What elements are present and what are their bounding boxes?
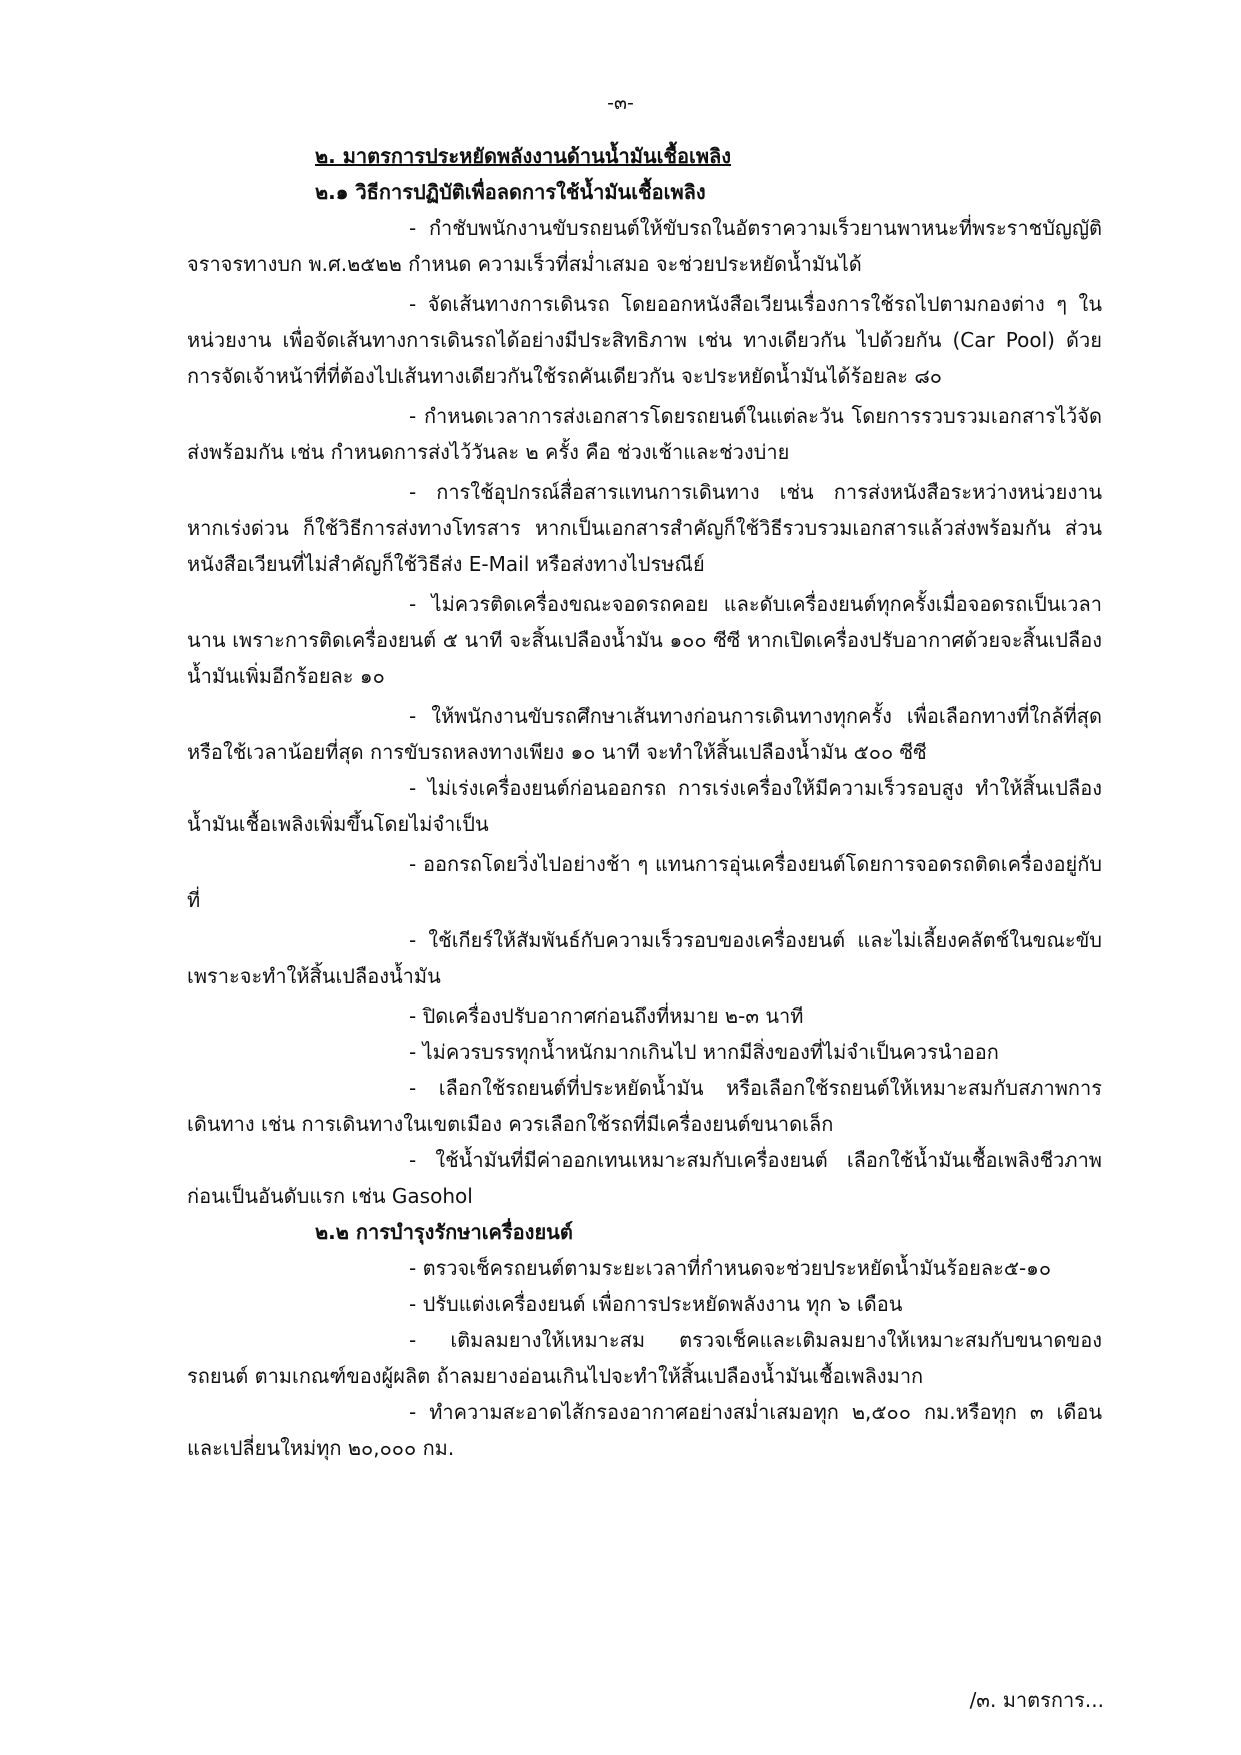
paragraph-item: - กำชับพนักงานขับรถยนต์ให้ขับรถในอัตราความเร็วยานพาหนะที่พระราชบัญญัติจราจรทางบก พ.ศ.๒๕๒๒ กำหนด ความเร็วที่สม่ำเสมอ จะช่วยประหยัดน้ำมันได้ (187, 216, 1102, 276)
paragraph-item: - ปิดเครื่องปรับอากาศก่อนถึงที่หมาย ๒-๓ นาที (409, 1004, 804, 1028)
paragraph-item: - เติมลมยางให้เหมาะสม ตรวจเช็คและเติมลมยางให้เหมาะสมกับขนาดของรถยนต์ ตามเกณฑ์ของผู้ผลิต ถ้าลมยางอ่อนเกินไปจะทำให้สิ้นเปลืองน้ำมันเชื้อเพลิงมาก (187, 1328, 1102, 1388)
paragraph-item: - ทำความสะอาดไส้กรองอากาศอย่างสม่ำเสมอทุก ๒,๕๐๐ กม.หรือทุก ๓ เดือนและเปลี่ยนใหม่ทุก ๒๐,๐๐๐ กม. (187, 1400, 1102, 1460)
paragraph-item: - ใช้น้ำมันที่มีค่าออกเทนเหมาะสมกับเครื่องยนต์ เลือกใช้น้ำมันเชื้อเพลิงชีวภาพก่อนเป็นอันดับแรก เช่น Gasohol (187, 1148, 1102, 1208)
subsection-title-2-1: ๒.๑ วิธีการปฏิบัติเพื่อลดการใช้น้ำมันเชื้อเพลิง (315, 180, 706, 204)
subsection-title-2-2: ๒.๒ การบำรุงรักษาเครื่องยนต์ (315, 1220, 573, 1244)
section-title: ๒. มาตรการประหยัดพลังงานด้านน้ำมันเชื้อเพลิง (315, 144, 732, 168)
paragraph-item: - ตรวจเช็ครถยนต์ตามระยะเวลาที่กำหนดจะช่วยประหยัดน้ำมันร้อยละ๕-๑๐ (409, 1256, 1052, 1280)
paragraph-item: - กำหนดเวลาการส่งเอกสารโดยรถยนต์ในแต่ละวัน โดยการรวบรวมเอกสารไว้จัดส่งพร้อมกัน เช่น กำหนดการส่งไว้วันละ ๒ ครั้ง คือ ช่วงเช้าและช่วงบ่าย (187, 404, 1102, 464)
page-number: -๓- (607, 92, 634, 114)
paragraph-item: - ใช้เกียร์ให้สัมพันธ์กับความเร็วรอบของเครื่องยนต์ และไม่เลี้ยงคลัตช์ในขณะขับเพราะจะทำให้สิ้นเปลืองน้ำมัน (187, 928, 1102, 988)
paragraph-item: - ปรับแต่งเครื่องยนต์ เพื่อการประหยัดพลังงาน ทุก ๖ เดือน (409, 1292, 903, 1316)
paragraph-item: - เลือกใช้รถยนต์ที่ประหยัดน้ำมัน หรือเลือกใช้รถยนต์ให้เหมาะสมกับสภาพการเดินทาง เช่น การเดินทางในเขตเมือง ควรเลือกใช้รถที่มีเครื่องยนต์ขนาดเล็ก (187, 1076, 1102, 1136)
paragraph-item: - การใช้อุปกรณ์สื่อสารแทนการเดินทาง เช่น การส่งหนังสือระหว่างหน่วยงาน หากเร่งด่วน ก็ใช้วิธีการส่งทางโทรสาร หากเป็นเอกสารสำคัญก็ใช้วิธีรวบรวมเอกสารแล้วส่งพร้อมกัน ส่วนหนังสือเวียนที่ไม่สำคัญก็ใช้วิธีส่ง E-Mail หรือส่งทางไปรษณีย์ (187, 480, 1102, 576)
paragraph-item: - ไม่ควรติดเครื่องขณะจอดรถคอย และดับเครื่องยนต์ทุกครั้งเมื่อจอดรถเป็นเวลานาน เพราะการติดเครื่องยนต์ ๕ นาที จะสิ้นเปลืองน้ำมัน ๑๐๐ ซีซี หากเปิดเครื่องปรับอากาศด้วยจะสิ้นเปลืองน้ำมันเพิ่มอีกร้อยละ ๑๐ (187, 592, 1102, 688)
paragraph-item: - จัดเส้นทางการเดินรถ โดยออกหนังสือเวียนเรื่องการใช้รถไปตามกองต่าง ๆ ในหน่วยงาน เพื่อจัดเส้นทางการเดินรถได้อย่างมีประสิทธิภาพ เช่น ทางเดียวกัน ไปด้วยกัน (Car Pool) ด้วยการจัดเจ้าหน้าที่ที่ต้องไปเส้นทางเดียวกันใช้รถคันเดียวกัน จะประหยัดน้ำมันได้ร้อยละ ๘๐ (187, 292, 1102, 388)
paragraph-item: - ออกรถโดยวิ่งไปอย่างช้า ๆ แทนการอุ่นเครื่องยนต์โดยการจอดรถติดเครื่องอยู่กับที่ (187, 852, 1102, 912)
paragraph-item: - ไม่ควรบรรทุกน้ำหนักมากเกินไป หากมีสิ่งของที่ไม่จำเป็นควรนำออก (409, 1040, 999, 1064)
paragraph-item: - ให้พนักงานขับรถศึกษาเส้นทางก่อนการเดินทางทุกครั้ง เพื่อเลือกทางที่ใกล้ที่สุดหรือใช้เวลาน้อยที่สุด การขับรถหลงทางเพียง ๑๐ นาที จะทำให้สิ้นเปลืองน้ำมัน ๕๐๐ ซีซี (187, 704, 1102, 764)
continuation-footer: /๓. มาตรการ... (969, 1688, 1104, 1712)
document-body (187, 138, 1102, 1466)
paragraph-item: - ไม่เร่งเครื่องยนต์ก่อนออกรถ การเร่งเครื่องให้มีความเร็วรอบสูง ทำให้สิ้นเปลืองน้ำมันเชื้อเพลิงเพิ่มขึ้นโดยไม่จำเป็น (187, 776, 1102, 836)
